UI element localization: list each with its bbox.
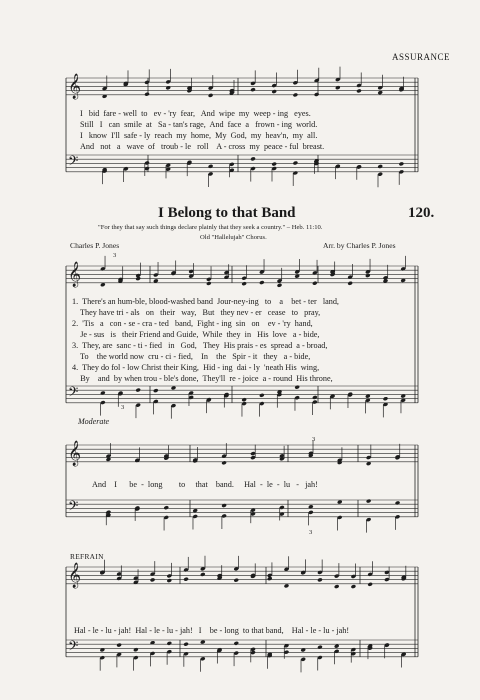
verse-line-7: 4. They do fol - low Christ their King, Hid - ing dai - ly 'neath His wing, [72, 363, 320, 372]
note-head [271, 162, 277, 167]
previous-verse-4: And not a wave of troub - le roll A - cross my peace - ful breast. [80, 142, 325, 151]
clef-icon: 𝄞 [68, 74, 82, 99]
tempo-marking: Moderate [78, 417, 110, 426]
note-head [271, 89, 277, 94]
note-head [312, 281, 318, 286]
refrain-label: REFRAIN [70, 552, 104, 561]
clef-icon: 𝄞 [68, 262, 82, 287]
note-head [241, 281, 247, 286]
triplet-mark: 3 [113, 252, 117, 259]
note-head [153, 388, 159, 393]
note-head [206, 281, 212, 286]
triplet-mark: 3 [312, 436, 316, 443]
note-head [365, 273, 371, 278]
note-head [317, 577, 323, 582]
note-head [294, 385, 300, 390]
clef-icon: 𝄢 [68, 153, 79, 172]
arranger-credit: Arr. by Charles P. Jones [323, 241, 396, 250]
note-head [221, 503, 227, 508]
note-head [334, 644, 340, 649]
previous-verse-1: I bid fare - well to ev - 'ry fear, And wipe my weep - ing eyes. [80, 109, 311, 118]
previous-verse-3: I know I'll safe - ly reach my home, My God, my heav'n, my all. [80, 131, 318, 140]
verse-line-2: They have tri - als on their way, But they nev - er cease to pray, [72, 308, 321, 317]
note-head [366, 499, 372, 504]
note-head [150, 577, 156, 582]
note-head [399, 161, 405, 166]
note-head [334, 584, 340, 589]
note-head [377, 164, 383, 169]
note-head [116, 643, 122, 648]
clef-icon: 𝄢 [68, 638, 79, 657]
note-head [221, 460, 227, 465]
clef-icon: 𝄢 [68, 498, 79, 517]
note-head [356, 89, 362, 94]
clef-icon: 𝄞 [68, 441, 82, 466]
verse-line-4: Je - sus is their Friend and Guide, While they in His love a - bide, [72, 330, 320, 339]
note-head [267, 576, 273, 581]
note-head [277, 283, 283, 288]
clef-icon: 𝄢 [68, 384, 79, 403]
hymn-number: 120. [408, 205, 435, 221]
words-credit: Charles P. Jones [70, 241, 120, 250]
verse-line-1: 1. There's an hum-ble, blood-washed band Jour-ney-ing to a bet - ter land, [72, 297, 339, 306]
note-head [395, 501, 401, 506]
note-head [377, 90, 383, 95]
note-head [200, 640, 206, 645]
clef-icon: 𝄞 [68, 563, 82, 588]
note-head [293, 93, 299, 98]
note-head [259, 393, 265, 398]
note-head [335, 85, 341, 90]
note-head [250, 87, 256, 92]
note-head [208, 93, 214, 98]
note-head [166, 641, 172, 646]
epigraph: "For they that say such things declare plainly that they seek a country." – Heb. 11:10. [98, 224, 323, 231]
tune-note: Old "Hallelujah" Chorus. [200, 234, 267, 241]
note-head [351, 584, 357, 589]
note-head [163, 505, 169, 510]
note-head [367, 582, 373, 587]
triplet-mark: 3 [121, 404, 125, 411]
note-head [233, 578, 239, 583]
note-head [293, 161, 299, 166]
triplet-mark: 3 [309, 529, 313, 536]
note-head [250, 156, 256, 161]
note-head [183, 577, 189, 582]
refrain-lyric: Hal - le - lu - jah! Hal - le - lu - jah! I be - long to that band, Hal - le - lu - jah! [74, 626, 350, 635]
note-head [383, 396, 389, 401]
note-head [241, 397, 247, 402]
note-head [208, 164, 214, 169]
note-head [284, 583, 290, 588]
note-head [144, 92, 150, 97]
note-head [337, 500, 343, 505]
note-head [135, 276, 141, 281]
note-head [133, 647, 139, 652]
verse-line-8: By and by when trou - ble's done, They'll re - joice a - round His throne, [72, 374, 333, 383]
note-head [314, 92, 320, 97]
note-head [259, 280, 265, 285]
previous-verse-2: Still I can smile at Sa - tan's rage, And face a frown - ing world. [80, 120, 318, 129]
note-head [183, 642, 189, 647]
note-head [135, 388, 141, 393]
section-heading: ASSURANCE [392, 52, 451, 62]
middle-lyric: And I be - long to that band. Hal - le - lu - jah! [92, 480, 318, 489]
verse-line-6: To the world now cru - ci - fied, In the Spir - it they a - bide, [72, 352, 311, 361]
note-head [347, 281, 353, 286]
note-head [233, 641, 239, 646]
verse-line-5: 3. They, are sanc - ti - fied in God, They His prais - es spread a - broad, [72, 341, 328, 350]
note-head [312, 395, 318, 400]
note-head [166, 578, 172, 583]
note-head [200, 572, 206, 577]
verse-line-3: 2. 'Tis a con - se - cra - ted band, Fight - ing sin on ev - 'ry hand, [72, 319, 313, 328]
note-head [317, 645, 323, 650]
hymn-title: I Belong to that Band [158, 205, 296, 221]
